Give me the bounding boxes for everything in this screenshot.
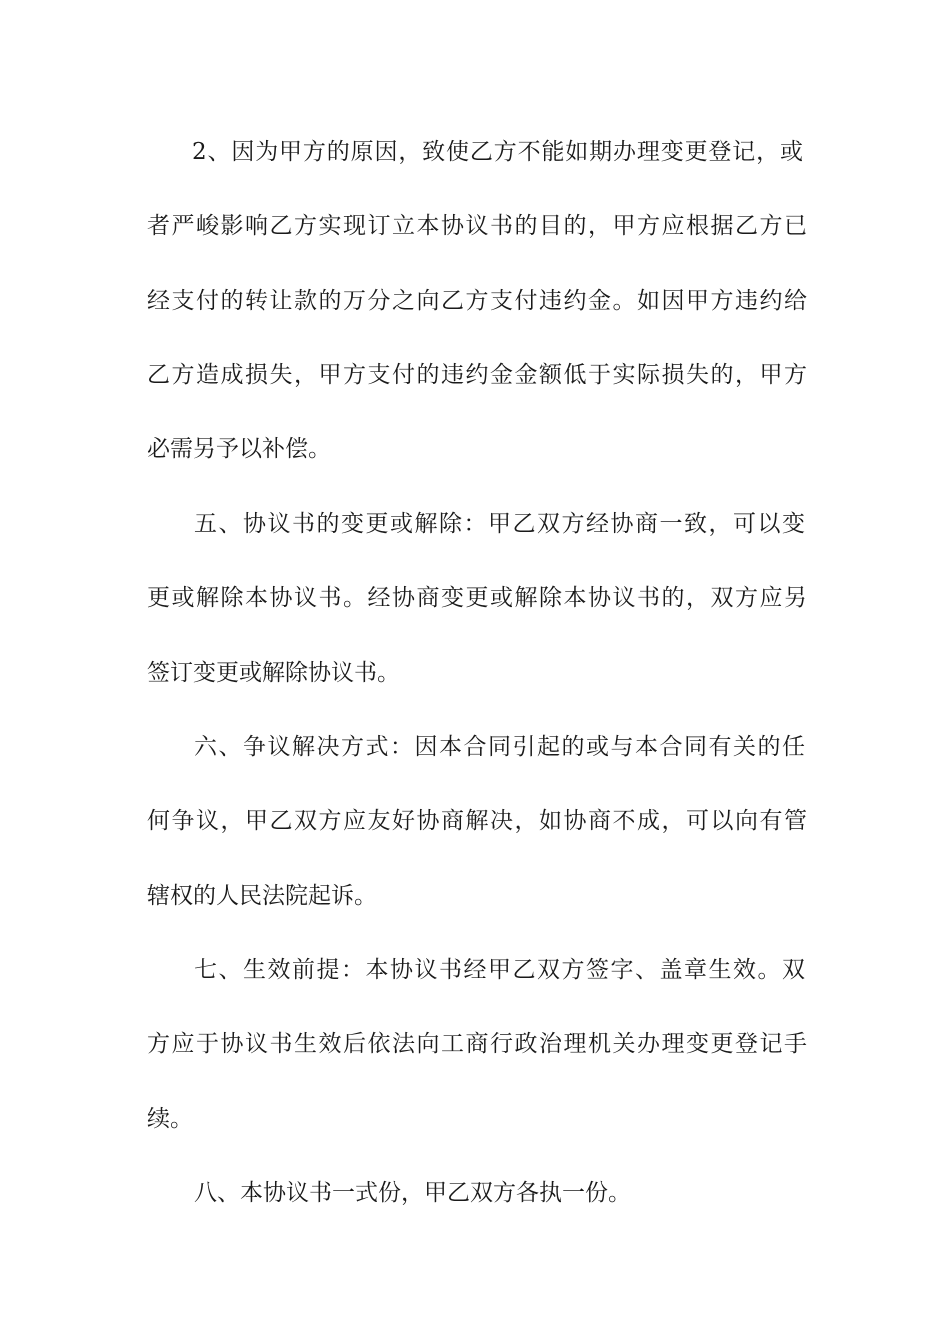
clause-7-line-1: 七、生效前提：本协议书经甲乙双方签字、盖章生效。双 [194,957,805,983]
paragraph-2-line-3: 经支付的转让款的万分之向乙方支付违约金。如因甲方违约给 [147,288,807,314]
clause-7-line-2: 方应于协议书生效后依法向工商行政治理机关办理变更登记手 [147,1031,807,1057]
clause-7-line-3: 续。 [147,1106,193,1132]
clause-5-line-1: 五、协议书的变更或解除：甲乙双方经协商一致，可以变 [194,511,805,537]
paragraph-2-line-5: 必需另予以补偿。 [147,436,331,462]
paragraph-2-line-1: 2、因为甲方的原因，致使乙方不能如期办理变更登记，或 [192,139,803,165]
paragraph-2-line-2: 者严峻影响乙方实现订立本协议书的目的，甲方应根据乙方已 [147,213,807,239]
clause-5-line-2: 更或解除本协议书。经协商变更或解除本协议书的，双方应另 [147,585,807,611]
clause-5-line-3: 签订变更或解除协议书。 [147,660,400,686]
clause-6-line-2: 何争议，甲乙双方应友好协商解决，如协商不成，可以向有管 [147,808,807,834]
paragraph-2-line-4: 乙方造成损失，甲方支付的违约金金额低于实际损失的，甲方 [147,362,807,388]
clause-8-line-1: 八、本协议书一式份，甲乙双方各执一份。 [194,1180,631,1206]
clause-6-line-3: 辖权的人民法院起诉。 [147,883,377,909]
clause-6-line-1: 六、争议解决方式：因本合同引起的或与本合同有关的任 [194,734,805,760]
